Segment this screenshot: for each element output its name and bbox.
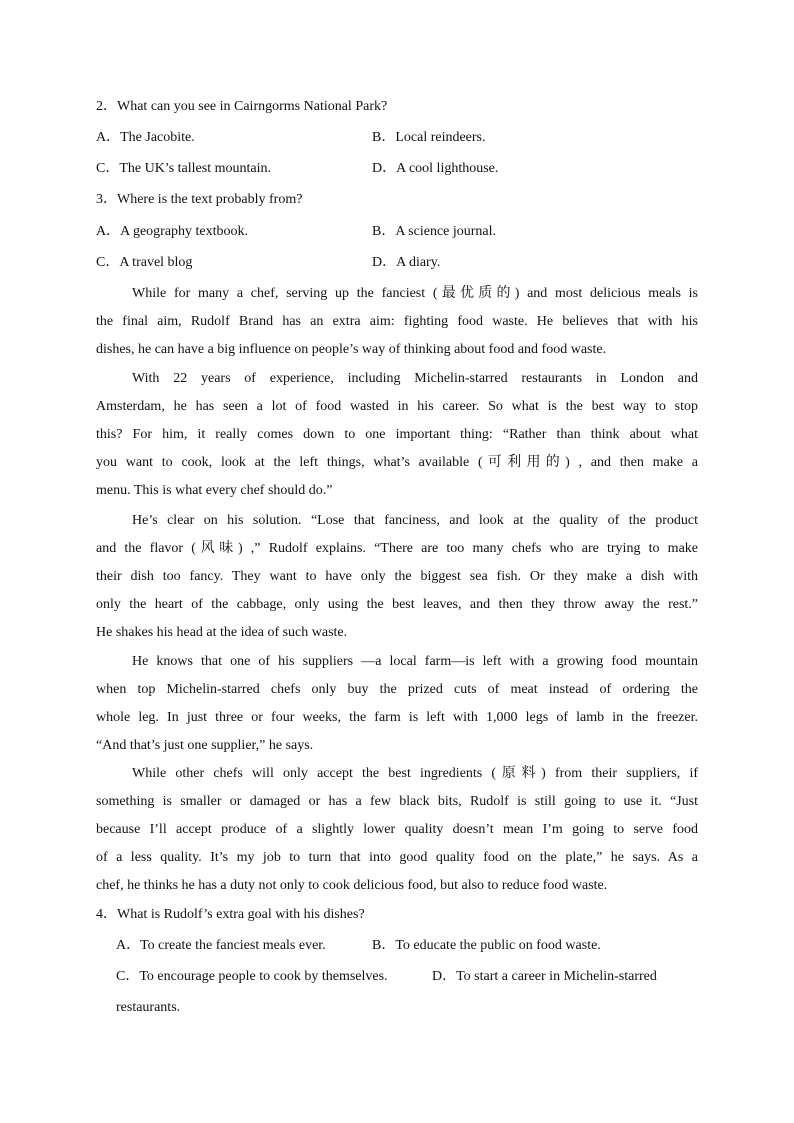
question-2-option-b[interactable]: B．Local reindeers. xyxy=(372,130,486,145)
passage-paragraph-5 xyxy=(96,760,698,900)
passage-line: only the heart of the cabbage, only using the best leaves, and then they throw away the rest.” xyxy=(96,597,698,612)
passage-line: and the flavor (风味) ,” Rudolf explains. “There are too many chefs who are trying to make xyxy=(96,541,698,556)
passage-line: “And that’s just one supplier,” he says. xyxy=(96,738,314,753)
question-3-option-b[interactable]: B．A science journal. xyxy=(372,224,497,239)
question-4-option-d-continued: restaurants. xyxy=(116,1000,181,1015)
passage-line: the final aim, Rudolf Brand has an extra aim: fighting food waste. He believes that with his xyxy=(96,314,698,329)
question-3-option-d[interactable]: D．A diary. xyxy=(372,255,441,270)
passage-line: While other chefs will only accept the best ingredients (原料) from their suppliers, if xyxy=(132,766,698,781)
question-2-option-a[interactable]: A．The Jacobite. xyxy=(96,130,195,145)
question-2-stem: 2．What can you see in Cairngorms National Park? xyxy=(96,99,388,114)
passage-line: He knows that one of his suppliers —a local farm—is left with a growing food mountain xyxy=(132,654,698,669)
question-4-option-c[interactable]: C．To encourage people to cook by themselves. xyxy=(116,969,388,984)
passage-line: While for many a chef, serving up the fanciest (最优质的) and most delicious meals is xyxy=(132,286,698,301)
passage-line: dishes, he can have a big influence on people’s way of thinking about food and food waste. xyxy=(96,342,607,357)
passage-line: you want to cook, look at the left things, what’s available (可利用的) , and then make a xyxy=(96,455,698,470)
passage-line: something is smaller or damaged or has a few black bits, Rudolf is still going to use it. “Just xyxy=(96,794,698,809)
passage-paragraph-2 xyxy=(96,365,698,505)
question-3-stem: 3．Where is the text probably from? xyxy=(96,192,303,207)
question-2-option-c[interactable]: C．The UK’s tallest mountain. xyxy=(96,161,271,176)
question-3-option-c[interactable]: C．A travel blog xyxy=(96,255,193,270)
passage-line: menu. This is what every chef should do.” xyxy=(96,483,333,498)
question-3-option-a[interactable]: A．A geography textbook. xyxy=(96,224,249,239)
question-4-option-b[interactable]: B．To educate the public on food waste. xyxy=(372,938,601,953)
question-4-option-d[interactable]: D．To start a career in Michelin-starred xyxy=(432,969,657,984)
question-4-stem: 4．What is Rudolf’s extra goal with his dishes? xyxy=(96,907,365,922)
question-4-option-a[interactable]: A．To create the fanciest meals ever. xyxy=(116,938,326,953)
passage-line: chef, he thinks he has a duty not only to cook delicious food, but also to reduce food waste. xyxy=(96,878,608,893)
passage-line: He shakes his head at the idea of such waste. xyxy=(96,625,348,640)
passage-line: of a less quality. It’s my job to turn that into good quality food on the plate,” he says. As a xyxy=(96,850,698,865)
passage-line: this? For him, it really comes down to one important thing: “Rather than think about what xyxy=(96,427,698,442)
passage-paragraph-1 xyxy=(96,280,698,364)
question-2-option-d[interactable]: D．A cool lighthouse. xyxy=(372,161,499,176)
passage-line: With 22 years of experience, including Michelin-starred restaurants in London and xyxy=(132,371,698,386)
passage-line: their dish too fancy. They want to have only the biggest sea fish. Or they make a dish with xyxy=(96,569,698,584)
passage-line: because I’ll accept produce of a slightly lower quality doesn’t mean I’m going to serve food xyxy=(96,822,698,837)
passage-paragraph-4 xyxy=(96,648,698,760)
passage-paragraph-3 xyxy=(96,507,698,647)
passage-line: Amsterdam, he has seen a lot of food wasted in his career. So what is the best way to stop xyxy=(96,399,698,414)
passage-line: He’s clear on his solution. “Lose that fanciness, and look at the quality of the product xyxy=(132,513,698,528)
passage-line: when top Michelin-starred chefs only buy the prized cuts of meat instead of ordering the xyxy=(96,682,698,697)
passage-line: whole leg. In just three or four weeks, the farm is left with 1,000 legs of lamb in the freezer. xyxy=(96,710,698,725)
